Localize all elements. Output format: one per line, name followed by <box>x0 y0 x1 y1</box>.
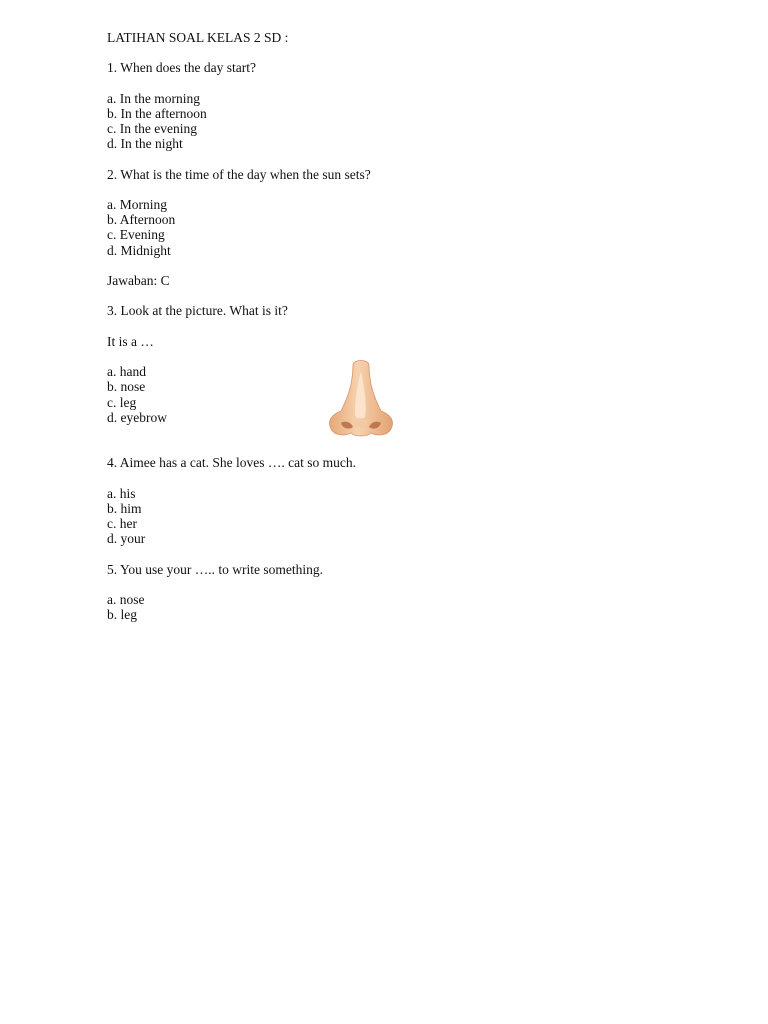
q3-option-b: b. nose <box>107 379 146 395</box>
question-1: 1. When does the day start? <box>107 60 256 76</box>
q1-option-a: a. In the morning <box>107 90 200 106</box>
q2-option-a: a. Morning <box>107 197 167 213</box>
q5-option-b: b. leg <box>107 607 137 623</box>
q5-option-a: a. nose <box>107 591 145 607</box>
nose-icon <box>317 357 411 441</box>
question-2: 2. What is the time of the day when the sun sets? <box>107 166 371 182</box>
question-5: 5. You use your ….. to write something. <box>107 561 323 577</box>
q4-option-d: d. your <box>107 531 146 547</box>
q1-option-c: c. In the evening <box>107 121 197 137</box>
q3-option-d: d. eyebrow <box>107 409 167 425</box>
q2-option-c: c. Evening <box>107 227 165 243</box>
worksheet-page <box>107 30 707 622</box>
q2-option-b: b. Afternoon <box>107 212 176 228</box>
nose-illustration <box>317 357 411 441</box>
q2-answer: Jawaban: C <box>107 273 170 288</box>
question-4: 4. Aimee has a cat. She loves …. cat so much. <box>107 455 356 471</box>
q3-option-a: a. hand <box>107 364 146 380</box>
q1-option-b: b. In the afternoon <box>107 105 207 121</box>
question-3: 3. Look at the picture. What is it? <box>107 303 288 319</box>
q3-prompt: It is a … <box>107 333 154 349</box>
worksheet-title: LATIHAN SOAL KELAS 2 SD : <box>107 30 289 45</box>
q4-option-b: b. him <box>107 500 142 516</box>
q4-option-a: a. his <box>107 485 136 501</box>
q2-option-d: d. Midnight <box>107 242 171 258</box>
q4-option-c: c. her <box>107 516 137 531</box>
q3-option-c: c. leg <box>107 394 137 410</box>
q1-option-d: d. In the night <box>107 136 183 152</box>
